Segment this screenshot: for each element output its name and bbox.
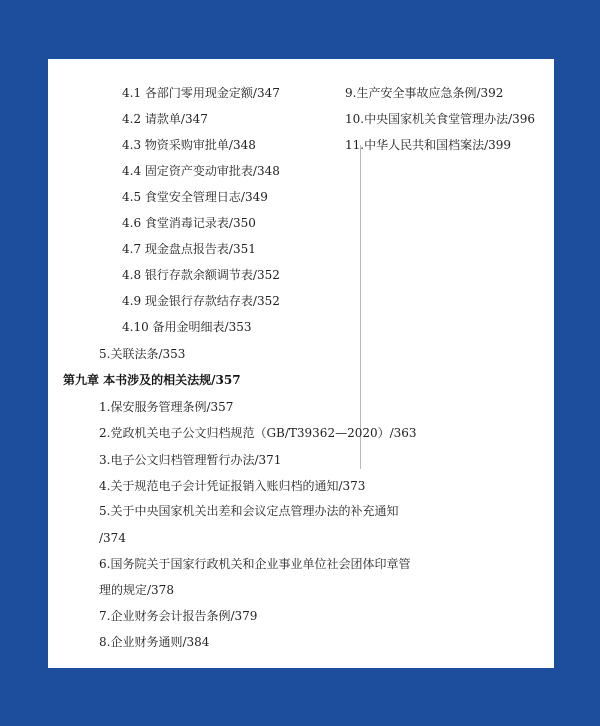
toc-entry-law-5-cont: /374 [99,531,126,545]
toc-entry-law-3: 3.电子公文归档管理暂行办法/371 [99,453,282,467]
toc-entry-4-9: 4.9 现金银行存款结存表/352 [122,294,280,308]
toc-entry-4-3: 4.3 物资采购审批单/348 [122,138,256,152]
toc-entry-law-9: 9.生产安全事故应急条例/392 [345,86,504,100]
toc-page [48,59,554,668]
toc-entry-law-7: 7.企业财务会计报告条例/379 [99,609,258,623]
toc-entry-4-1: 4.1 各部门零用现金定额/347 [122,86,280,100]
toc-entry-law-8: 8.企业财务通则/384 [99,635,210,649]
column-divider [360,145,361,469]
toc-entry-4-5: 4.5 食堂安全管理日志/349 [122,190,268,204]
toc-entry-5: 5.关联法条/353 [99,347,186,361]
toc-entry-4-2: 4.2 请款单/347 [122,112,208,126]
toc-entry-4-10: 4.10 备用金明细表/353 [122,320,252,334]
toc-entry-law-1: 1.保安服务管理条例/357 [99,400,234,414]
toc-entry-law-6-cont: 理的规定/378 [99,583,174,597]
toc-entry-4-7: 4.7 现金盘点报告表/351 [122,242,256,256]
toc-entry-law-6: 6.国务院关于国家行政机关和企业事业单位社会团体印章管 [99,557,411,571]
toc-entry-law-4: 4.关于规范电子会计凭证报销入账归档的通知/373 [99,479,366,493]
toc-entry-law-2: 2.党政机关电子公文归档规范（GB/T39362—2020）/363 [99,426,417,440]
toc-chapter-heading: 第九章 本书涉及的相关法规/357 [63,373,241,387]
toc-entry-4-8: 4.8 银行存款余额调节表/352 [122,268,280,282]
toc-entry-law-11: 11.中华人民共和国档案法/399 [345,138,512,152]
toc-entry-law-5: 5.关于中央国家机关出差和会议定点管理办法的补充通知 [99,504,399,518]
toc-entry-4-4: 4.4 固定资产变动审批表/348 [122,164,280,178]
toc-entry-law-10: 10.中央国家机关食堂管理办法/396 [345,112,536,126]
toc-entry-4-6: 4.6 食堂消毒记录表/350 [122,216,256,230]
